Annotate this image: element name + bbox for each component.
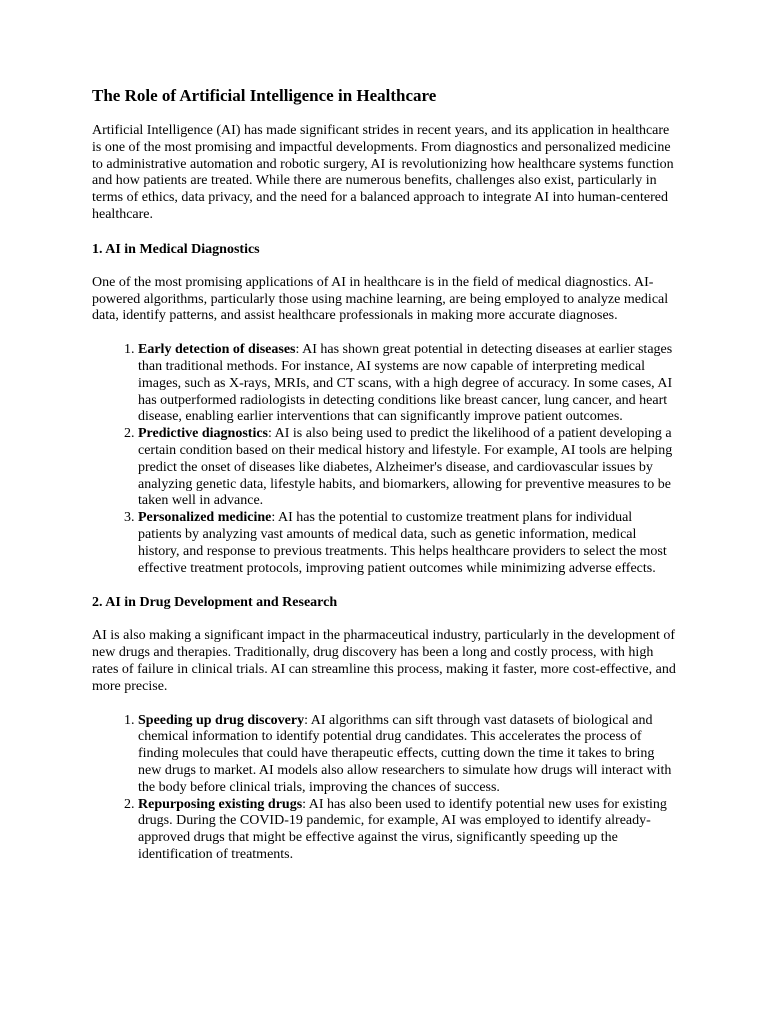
diagnostics-list <box>92 342 678 577</box>
list-item-text: : AI algorithms can sift through vast datasets of biological and chemical information to identify potential drug candidates. This accelerates the process of finding molecules that could have therapeutic effects, cutting down the time it takes to bring new drugs to market. AI models also allow researchers to simulate how drugs will interact with the body before clinical trials, improving the chances of success. <box>138 712 672 795</box>
list-item-term: Predictive diagnostics <box>138 426 269 442</box>
list-item-term: Personalized medicine <box>138 510 272 526</box>
drug-development-list <box>92 713 678 864</box>
section-heading-drug-development: 2. AI in Drug Development and Research <box>92 595 338 611</box>
list-item-text: : AI has shown great potential in detecting diseases at earlier stages than traditional methods. For instance, AI systems are now capable of interpreting medical images, such as X-rays, MRIs, and CT scans, with a high degree of accuracy. In some cases, AI has outperformed radiologists in detecting conditions like breast cancer, lung cancer, and heart disease, enabling earlier interventions that can significantly improve patient outcomes. <box>138 342 673 425</box>
document-title: The Role of Artificial Intelligence in Healthcare <box>92 86 437 105</box>
list-item-text: : AI has the potential to customize treatment plans for individual patients by analyzing vast amounts of medical data, such as genetic information, medical history, and response to previous treatments. This helps healthcare providers to select the most effective treatment protocols, improving patient outcomes while minimizing adverse effects. <box>138 510 667 576</box>
intro-paragraph: Artificial Intelligence (AI) has made significant strides in recent years, and its application in healthcare is one of the most promising and impactful developments. From diagnostics and personalized medicine to administrative automation and robotic surgery, AI is revolutionizing how healthcare systems function and how patients are treated. While there are numerous benefits, challenges also exist, particularly in terms of ethics, data privacy, and the need for a balanced approach to integrate AI into human-centered healthcare. <box>92 123 674 222</box>
section-heading-diagnostics: 1. AI in Medical Diagnostics <box>92 241 260 257</box>
list-item <box>138 510 678 577</box>
section-paragraph-drug-development: AI is also making a significant impact in the pharmaceutical industry, particularly in the development of new drugs and therapies. Traditionally, drug discovery has been a long and costly process, with high rates of failure in clinical trials. AI can streamline this process, making it faster, more cost-effective, and more precise. <box>92 628 676 694</box>
list-item-term: Early detection of diseases <box>138 342 296 358</box>
list-item-text: : AI is also being used to predict the likelihood of a patient developing a certain condition based on their medical history and lifestyle. For example, AI tools are helping predict the onset of diseases like diabetes, Alzheimer's disease, and cardiovascular issues by analyzing genetic data, lifestyle habits, and biomarkers, allowing for preventive measures to be taken well in advance. <box>138 426 673 509</box>
list-item <box>138 426 678 510</box>
list-item-text: : AI has also been used to identify potential new uses for existing drugs. During the COVID-19 pandemic, for example, AI was employed to identify already-approved drugs that might be effective against the virus, significantly speeding up the identification of treatments. <box>138 796 667 862</box>
list-item <box>138 797 678 864</box>
list-item <box>138 713 678 797</box>
section-paragraph-diagnostics: One of the most promising applications of AI in healthcare is in the field of medical diagnostics. AI-powered algorithms, particularly those using machine learning, are being employed to analyze medical data, identify patterns, and assist healthcare professionals in making more accurate diagnoses. <box>92 274 669 324</box>
list-item-term: Repurposing existing drugs <box>138 796 303 812</box>
list-item-term: Speeding up drug discovery <box>138 712 305 728</box>
list-item <box>138 342 678 426</box>
